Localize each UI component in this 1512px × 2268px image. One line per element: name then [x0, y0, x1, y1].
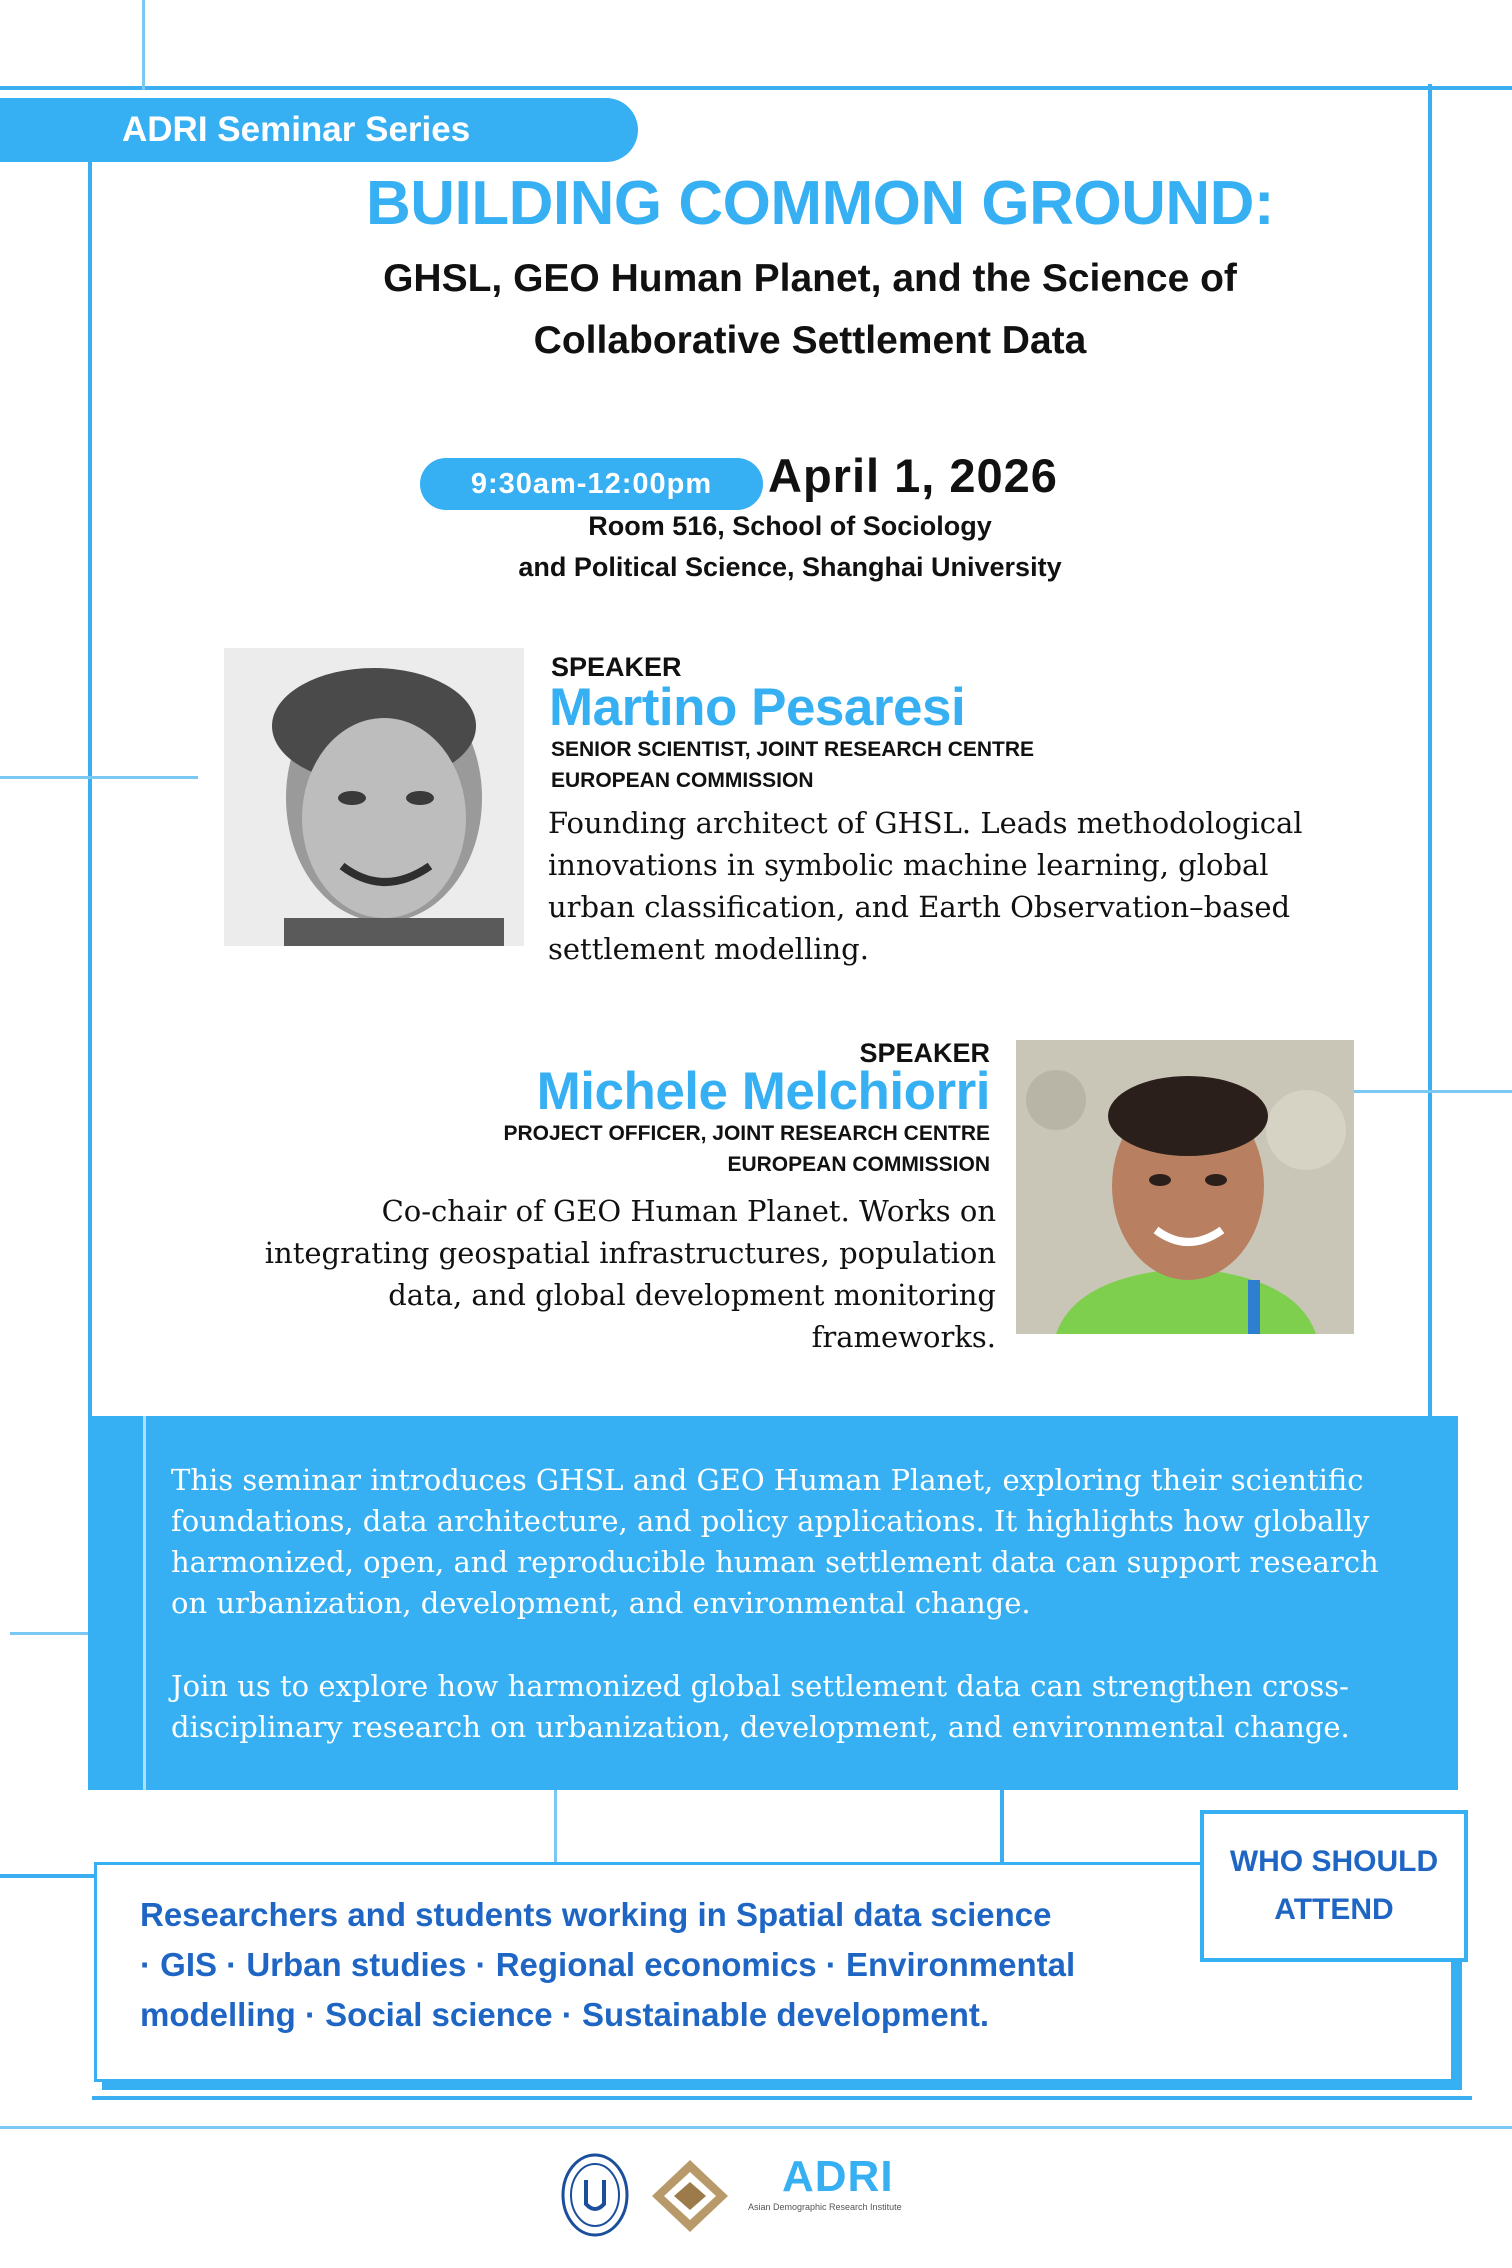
description-line: harmonized, open, and reproducible human settlement data can support research [171, 1545, 1379, 1579]
page-title: BUILDING COMMON GROUND: [365, 169, 1275, 238]
speaker-2-role-line-1: PROJECT OFFICER, JOINT RESEARCH CENTRE [503, 1122, 990, 1145]
page-subtitle [220, 248, 1400, 372]
emblem-icon [648, 2156, 732, 2236]
shanghai-university-logo [560, 2152, 630, 2238]
frame-line-mid-right [1328, 1090, 1512, 1093]
frame-line-mid-left [0, 776, 198, 779]
who-should-attend-heading [1200, 1810, 1468, 1962]
description-line: on urbanization, development, and environmental change. [171, 1586, 1031, 1620]
venue-line-1: Room 516, School of Sociology [588, 511, 992, 541]
frame-line-desc-inner [143, 1416, 146, 1790]
speaker-1-name: Martino Pesaresi [549, 678, 966, 737]
frame-line-left [88, 160, 92, 1430]
event-date: April 1, 2026 [768, 449, 1058, 502]
who-heading-line-1: WHO SHOULD [1229, 1845, 1439, 1878]
speaker-1-bio-line: settlement modelling. [548, 932, 869, 966]
description-line: Join us to explore how harmonized global settlement data can strengthen cross- [171, 1669, 1349, 1703]
speaker-1-label: SPEAKER [551, 652, 682, 682]
subtitle-line-1: GHSL, GEO Human Planet, and the Science of [383, 257, 1237, 300]
adri-logo: ADRI [782, 2152, 894, 2201]
speaker-2-bio-line: integrating geospatial infrastructures, population [264, 1236, 996, 1270]
speaker-1-bio [548, 802, 1368, 970]
adri-logo-subtitle: Asian Demographic Research Institute [748, 2202, 902, 2212]
series-badge: ADRI Seminar Series [0, 98, 638, 162]
speaker-1-role-line-1: SENIOR SCIENTIST, JOINT RESEARCH CENTRE [551, 738, 1035, 761]
portrait-icon [1016, 1040, 1354, 1334]
speaker-photo-2 [1016, 1040, 1354, 1334]
description-paragraph-1 [171, 1460, 1441, 1624]
frame-line-under-desc [0, 1874, 96, 1878]
description-line: This seminar introduces GHSL and GEO Human Planet, exploring their scientific [171, 1463, 1364, 1497]
audience-line: modelling · Social science · Sustainable development. [140, 1996, 990, 2033]
speaker-1-role [551, 734, 1034, 796]
frame-line-top [0, 86, 1512, 90]
description-paragraph-2 [171, 1666, 1441, 1748]
speaker-2-bio-line: Co-chair of GEO Human Planet. Works on [381, 1194, 996, 1228]
frame-line-low-left [10, 1632, 90, 1635]
speaker-2-bio [200, 1190, 996, 1358]
event-venue [440, 506, 1140, 588]
time-badge: 9:30am-12:00pm [420, 458, 763, 510]
speaker-1-bio-line: urban classification, and Earth Observation–based [548, 890, 1291, 924]
speaker-2-role [400, 1118, 990, 1180]
speaker-2-bio-line: data, and global development monitoring [388, 1278, 996, 1312]
portrait-icon [224, 648, 524, 946]
frame-line-vert-1 [554, 1790, 557, 1868]
speaker-photo-1 [224, 648, 524, 946]
speaker-2-label: SPEAKER [859, 1038, 990, 1068]
institute-emblem-logo [648, 2156, 732, 2236]
speaker-2-name: Michele Melchiorri [536, 1062, 990, 1121]
speaker-1-bio-line: innovations in symbolic machine learning, global [548, 848, 1269, 882]
description-line: disciplinary research on urbanization, development, and environmental change. [171, 1710, 1350, 1744]
audience-line: · GIS · Urban studies · Regional economics · Environmental [140, 1946, 1076, 1983]
frame-line-footer [0, 2126, 1512, 2129]
description-line: foundations, data architecture, and policy applications. It highlights how globally [171, 1504, 1370, 1538]
who-heading-line-2: ATTEND [1274, 1893, 1394, 1926]
speaker-1-role-line-2: EUROPEAN COMMISSION [551, 769, 814, 792]
frame-line-vert-2 [1000, 1790, 1004, 1868]
speaker-2-bio-line: frameworks. [811, 1320, 996, 1354]
subtitle-line-2: Collaborative Settlement Data [533, 319, 1087, 362]
speaker-2-role-line-2: EUROPEAN COMMISSION [727, 1153, 990, 1176]
speaker-1-bio-line: Founding architect of GHSL. Leads methodological [548, 806, 1303, 840]
frame-line-right [1428, 84, 1432, 1424]
venue-line-2: and Political Science, Shanghai University [518, 552, 1062, 582]
frame-line-vertical-top-left [142, 0, 145, 90]
audience-line: Researchers and students working in Spatial data science [140, 1896, 1052, 1933]
university-seal-icon [560, 2152, 630, 2238]
frame-line-bottom [92, 2096, 1472, 2100]
audience-list [140, 1890, 1200, 2040]
